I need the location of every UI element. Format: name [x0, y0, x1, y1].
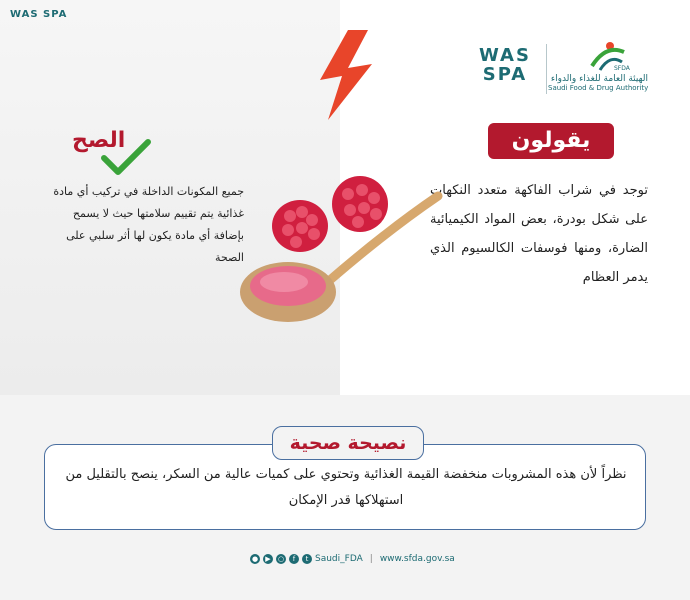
- youtube-icon[interactable]: ▶: [263, 554, 273, 564]
- svg-text:SFDA: SFDA: [614, 65, 630, 72]
- sfda-logo-mark: [588, 40, 628, 74]
- spa-small-logo: WAS SPA: [10, 9, 68, 20]
- advice-title: نصيحة صحية: [272, 426, 424, 460]
- footer-website-link[interactable]: www.sfda.gov.sa: [379, 554, 455, 564]
- advice-text: نظراً لأن هذه المشروبات منخفضة القيمة الغذائية وتحتوي على كميات عالية من السكر، ينصح بالتقليل من استهلاكها قدر الإمكان: [65, 467, 627, 508]
- raspberry-left: [272, 200, 328, 252]
- sfda-name-arabic: الهيئة العامة للغذاء والدواء: [550, 74, 648, 84]
- myth-text: توجد في شراب الفاكهة متعدد النكهات على شكل بودرة، بعض المواد الكيميائية الضارة، ومنها فوسفات الكالسيوم الذي يدمر العظام: [430, 183, 648, 285]
- footer-handle[interactable]: Saudi_FDA: [315, 554, 363, 564]
- twitter-icon[interactable]: t: [302, 554, 312, 564]
- truth-title: الصح: [72, 128, 126, 153]
- snapchat-icon[interactable]: ●: [251, 555, 259, 563]
- truth-text: جميع المكونات الداخلة في تركيب أي مادة غذائية يتم تقييم سلامتها حيث لا يسمح بإضافة أي مادة يكون لها أثر سلبي على الصحة: [53, 185, 244, 264]
- raspberry-right: [332, 176, 388, 232]
- myth-badge: يقولون: [488, 123, 614, 159]
- facebook-icon[interactable]: f: [289, 554, 299, 564]
- sfda-name: [548, 74, 648, 92]
- raspberry-spoon-illustration: [238, 170, 448, 330]
- spa-logo: WAS SPA: [479, 45, 531, 85]
- checkmark-icon: [100, 138, 152, 178]
- instagram-icon[interactable]: ○: [277, 555, 285, 563]
- footer: [250, 552, 455, 566]
- header-logos: [470, 40, 680, 100]
- logo-divider: [546, 44, 547, 94]
- lightning-bolt-icon: [310, 30, 380, 120]
- footer-separator: |: [369, 554, 373, 564]
- sfda-name-english: Saudi Food & Drug Authority: [548, 84, 649, 92]
